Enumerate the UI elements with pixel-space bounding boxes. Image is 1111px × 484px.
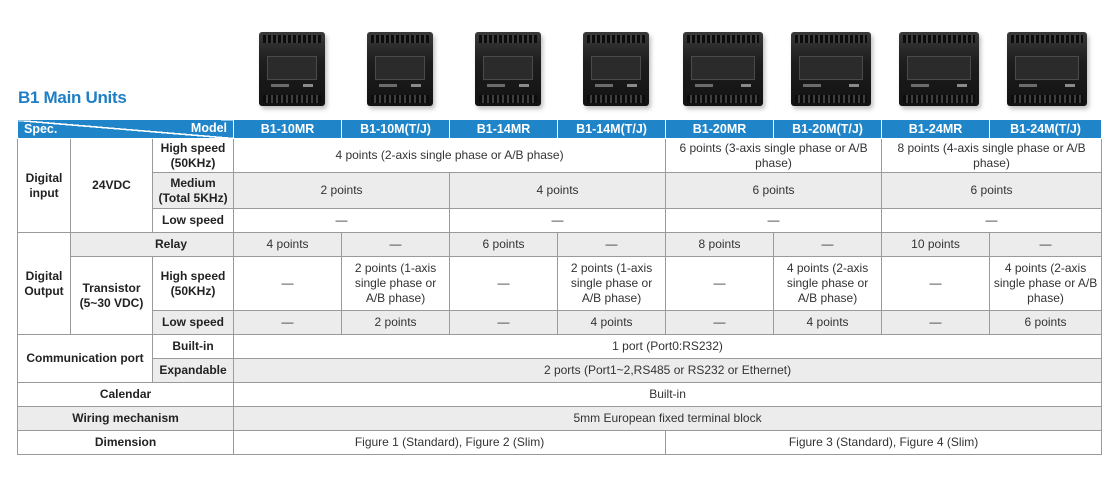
table-cell: 2 points (1-axis single phase or A/B phase) xyxy=(558,257,666,311)
header-row xyxy=(18,120,1102,139)
spec-table xyxy=(17,119,1102,455)
table-cell: 6 points (3-axis single phase or A/B phase) xyxy=(666,139,882,173)
table-cell: 6 points xyxy=(450,233,558,257)
table-row xyxy=(18,431,1102,455)
table-cell: — xyxy=(774,233,882,257)
table-cell: Figure 3 (Standard), Figure 4 (Slim) xyxy=(666,431,1102,455)
model-header: B1-14MR xyxy=(450,120,558,139)
table-cell: 6 points xyxy=(882,173,1102,209)
table-cell: 8 points xyxy=(666,233,774,257)
row-label: Low speed xyxy=(153,209,234,233)
table-cell: — xyxy=(558,233,666,257)
table-cell: — xyxy=(450,257,558,311)
table-row xyxy=(18,233,1102,257)
device-image-b1-10mr xyxy=(241,24,341,112)
spec-model-header xyxy=(18,120,234,139)
table-cell: 8 points (4-axis single phase or A/B phase) xyxy=(882,139,1102,173)
table-cell: — xyxy=(342,233,450,257)
table-cell: 2 points (1-axis single phase or A/B phase) xyxy=(342,257,450,311)
device-image-b1-24mr xyxy=(889,24,989,112)
model-header: B1-14M(T/J) xyxy=(558,120,666,139)
table-cell: 4 points xyxy=(558,311,666,335)
table-cell: 10 points xyxy=(882,233,990,257)
table-cell: — xyxy=(666,311,774,335)
table-row xyxy=(18,311,1102,335)
table-cell: — xyxy=(234,209,450,233)
table-cell: 6 points xyxy=(666,173,882,209)
table-row xyxy=(18,257,1102,311)
table-row xyxy=(18,173,1102,209)
table-cell: 2 ports (Port1~2,RS485 or RS232 or Ethernet) xyxy=(234,359,1102,383)
table-cell: — xyxy=(882,209,1102,233)
device-image-b1-20mtj xyxy=(781,24,881,112)
table-row xyxy=(18,383,1102,407)
table-cell: — xyxy=(666,209,882,233)
table-cell: 5mm European fixed terminal block xyxy=(234,407,1102,431)
table-row xyxy=(18,209,1102,233)
table-cell: 4 points (2-axis single phase or A/B phase) xyxy=(990,257,1102,311)
table-cell: — xyxy=(882,311,990,335)
table-cell: — xyxy=(450,209,666,233)
row-label: Medium (Total 5KHz) xyxy=(153,173,234,209)
row-label: Built-in xyxy=(153,335,234,359)
model-header: B1-24MR xyxy=(882,120,990,139)
transistor-label: Transistor (5~30 VDC) xyxy=(71,257,153,335)
product-images xyxy=(233,24,1101,112)
table-cell: — xyxy=(666,257,774,311)
table-cell: 1 port (Port0:RS232) xyxy=(234,335,1102,359)
device-image-b1-24mtj xyxy=(997,24,1097,112)
row-label: Low speed xyxy=(153,311,234,335)
device-image-b1-14mr xyxy=(457,24,557,112)
model-header: B1-20MR xyxy=(666,120,774,139)
table-row xyxy=(18,139,1102,173)
row-label: High speed (50KHz) xyxy=(153,257,234,311)
digital-output-label: Digital Output xyxy=(18,233,71,335)
table-cell: — xyxy=(882,257,990,311)
table-cell: 4 points (2-axis single phase or A/B phase) xyxy=(234,139,666,173)
model-header: B1-24M(T/J) xyxy=(990,120,1102,139)
row-label: Dimension xyxy=(18,431,234,455)
device-image-b1-10mtj xyxy=(349,24,449,112)
table-cell: 2 points xyxy=(234,173,450,209)
table-cell: — xyxy=(234,311,342,335)
table-cell: — xyxy=(234,257,342,311)
row-label: High speed (50KHz) xyxy=(153,139,234,173)
table-cell: 2 points xyxy=(342,311,450,335)
table-cell: Built-in xyxy=(234,383,1102,407)
digital-input-label: Digital input xyxy=(18,139,71,233)
table-row xyxy=(18,335,1102,359)
input-voltage-label: 24VDC xyxy=(71,139,153,233)
row-label: Calendar xyxy=(18,383,234,407)
model-header: B1-20M(T/J) xyxy=(774,120,882,139)
model-header: B1-10MR xyxy=(234,120,342,139)
device-image-b1-20mr xyxy=(673,24,773,112)
table-cell: 6 points xyxy=(990,311,1102,335)
model-label: Model xyxy=(190,121,228,135)
table-cell: 4 points xyxy=(450,173,666,209)
row-label: Wiring mechanism xyxy=(18,407,234,431)
row-label: Relay xyxy=(71,233,234,257)
table-cell: — xyxy=(450,311,558,335)
table-row xyxy=(18,407,1102,431)
device-image-b1-14mtj xyxy=(565,24,665,112)
table-cell: 4 points xyxy=(774,311,882,335)
model-header: B1-10M(T/J) xyxy=(342,120,450,139)
table-cell: 4 points (2-axis single phase or A/B phase) xyxy=(774,257,882,311)
table-cell: — xyxy=(990,233,1102,257)
row-label: Expandable xyxy=(153,359,234,383)
table-row xyxy=(18,359,1102,383)
spec-label: Spec. xyxy=(24,122,58,136)
table-cell: Figure 1 (Standard), Figure 2 (Slim) xyxy=(234,431,666,455)
table-cell: 4 points xyxy=(234,233,342,257)
communication-port-label: Communication port xyxy=(18,335,153,383)
section-title: B1 Main Units xyxy=(18,88,127,107)
